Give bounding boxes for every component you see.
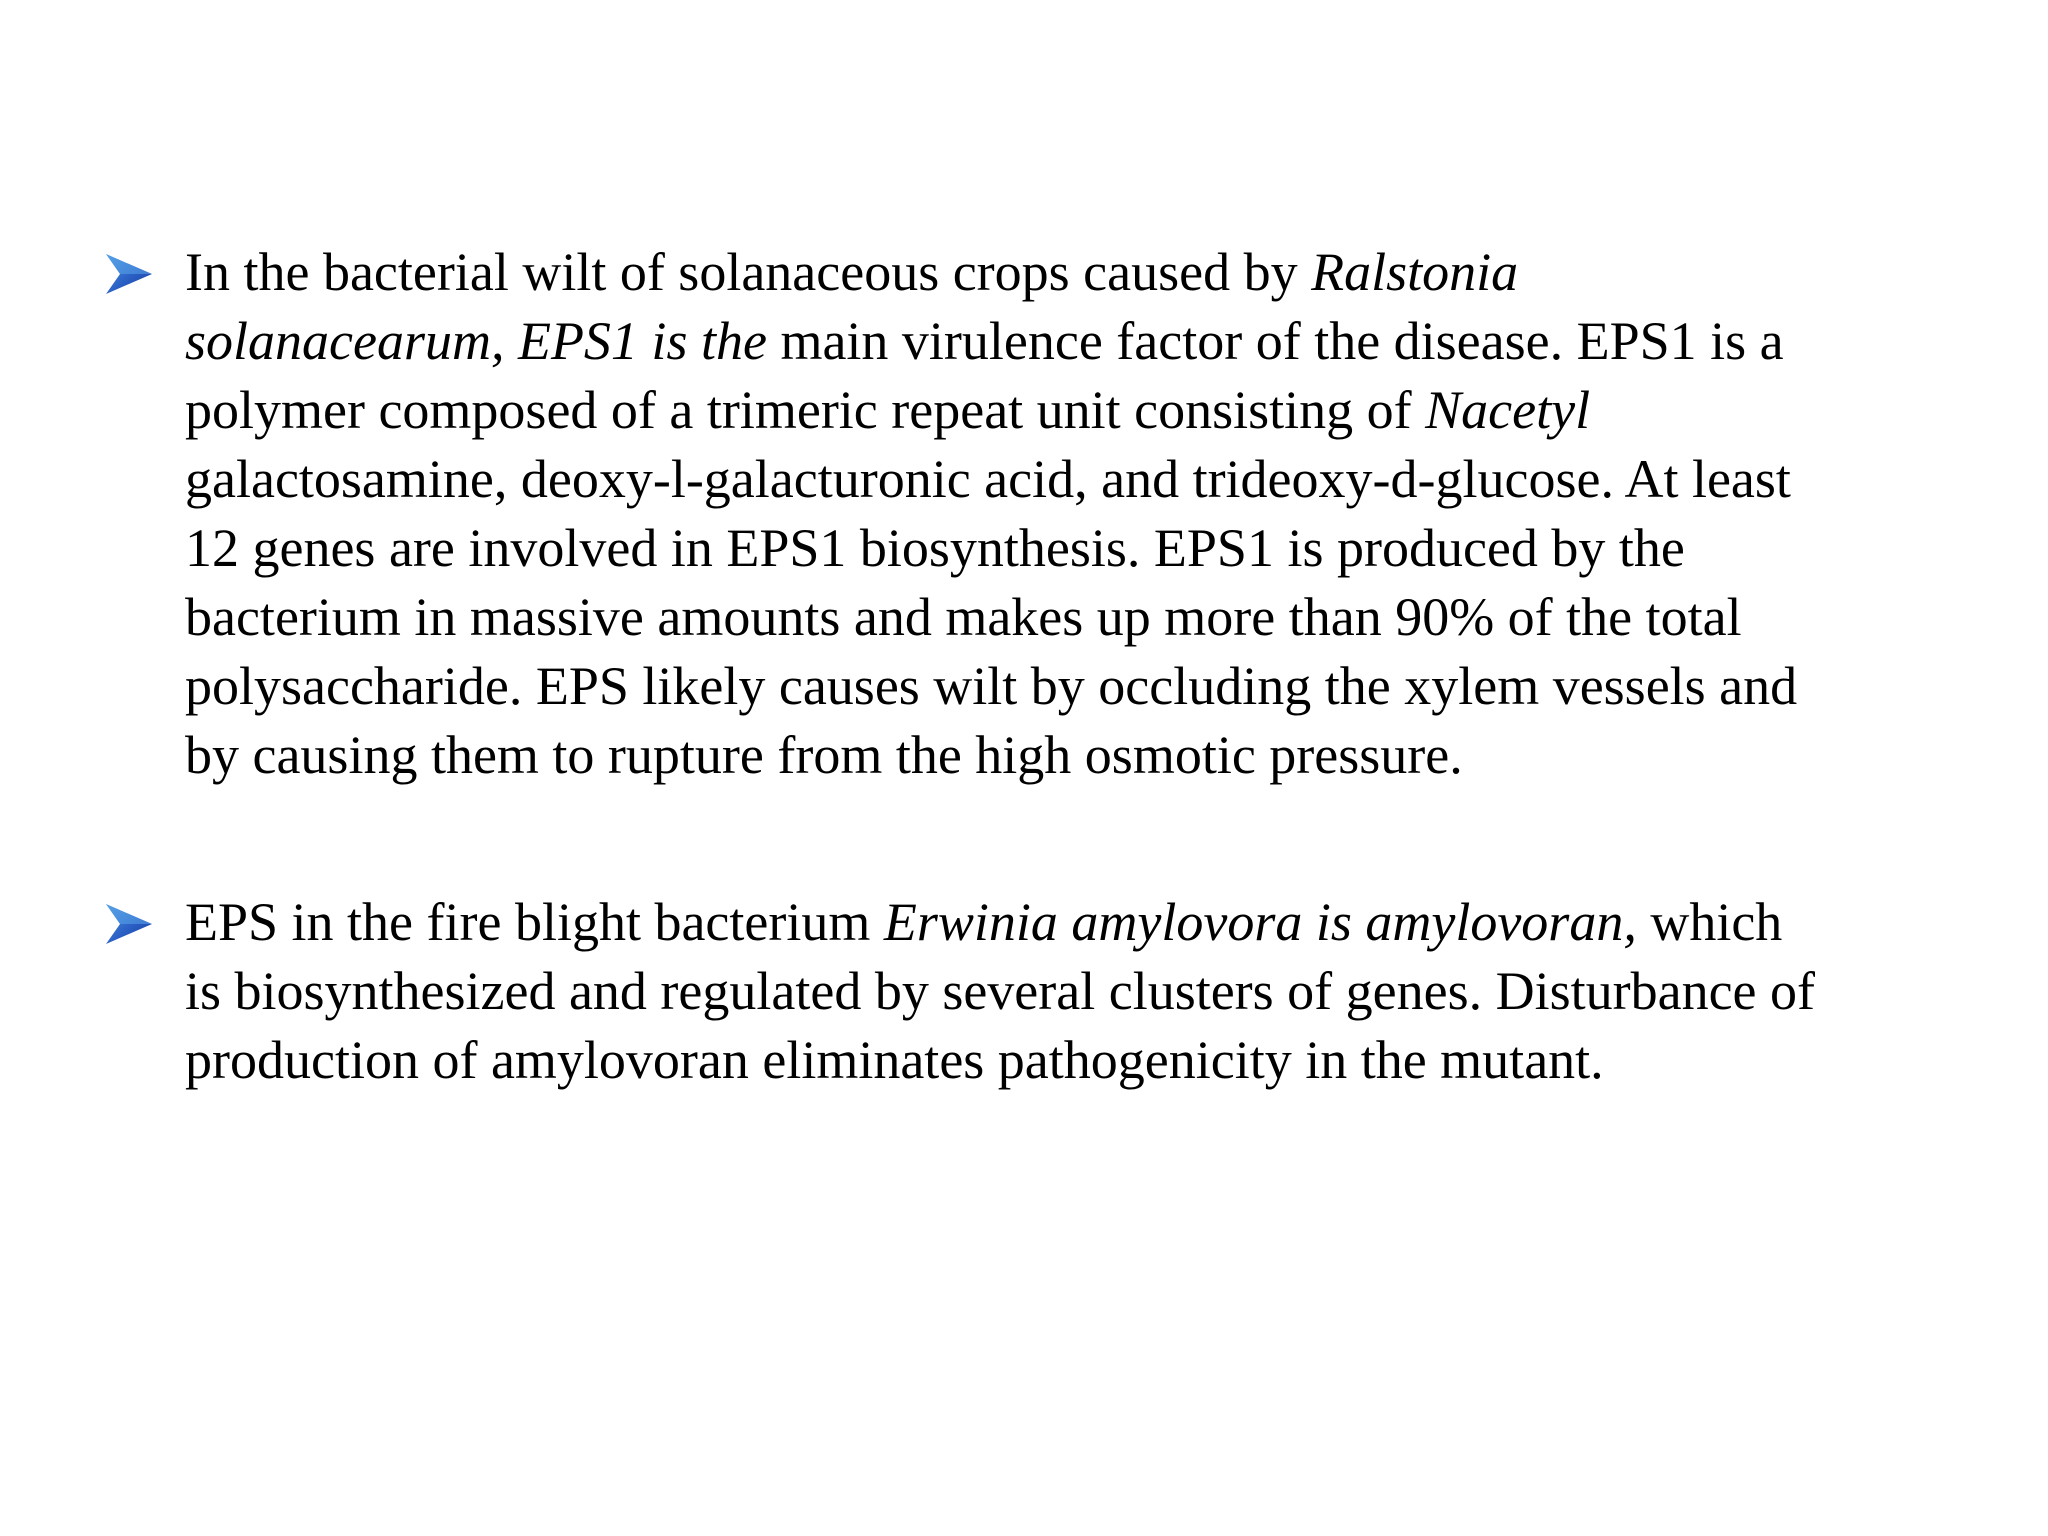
arrow-bullet-icon [104, 902, 154, 946]
text-line [185, 307, 2048, 376]
italic-text-run: solanacearum, EPS1 is the [185, 311, 767, 371]
text-run: In the bacterial wilt of solanaceous crops caused by [185, 242, 1312, 302]
arrow-bullet-icon [104, 252, 154, 296]
italic-text-run: Ralstonia [1311, 242, 1519, 302]
text-run: polysaccharide. EPS likely causes wilt by occluding the xylem vessels and [185, 656, 1798, 716]
text-run: polymer composed of a trimeric repeat unit consisting of [185, 380, 1426, 440]
bullet-text [185, 888, 2048, 1095]
text-line [185, 1026, 2048, 1095]
text-line [185, 238, 2048, 307]
text-run: by causing them to rupture from the high osmotic pressure. [185, 725, 1463, 785]
text-run: bacterium in massive amounts and makes up more than 90% of the total [185, 587, 1742, 647]
text-run: is biosynthesized and regulated by several clusters of genes. Disturbance of [185, 961, 1815, 1021]
text-line [185, 957, 2048, 1026]
text-line [185, 721, 2048, 790]
text-line [185, 888, 2048, 957]
text-run: production of amylovoran eliminates pathogenicity in the mutant. [185, 1030, 1604, 1090]
text-run: 12 genes are involved in EPS1 biosynthesis. EPS1 is produced by the [185, 518, 1685, 578]
text-run: galactosamine, deoxy-l-galacturonic acid, and trideoxy-d-glucose. At least [185, 449, 1791, 509]
italic-text-run: Nacetyl [1425, 380, 1591, 440]
text-line [185, 514, 2048, 583]
text-run: main virulence factor of the disease. EPS1 is a [766, 311, 1784, 371]
bullet-text [185, 238, 2048, 790]
text-run: EPS in the fire blight bacterium [185, 892, 884, 952]
text-line [185, 376, 2048, 445]
text-line [185, 445, 2048, 514]
text-run: which [1636, 892, 1783, 952]
italic-text-run: Erwinia amylovora is amylovoran, [883, 892, 1637, 952]
text-line [185, 583, 2048, 652]
text-line [185, 652, 2048, 721]
